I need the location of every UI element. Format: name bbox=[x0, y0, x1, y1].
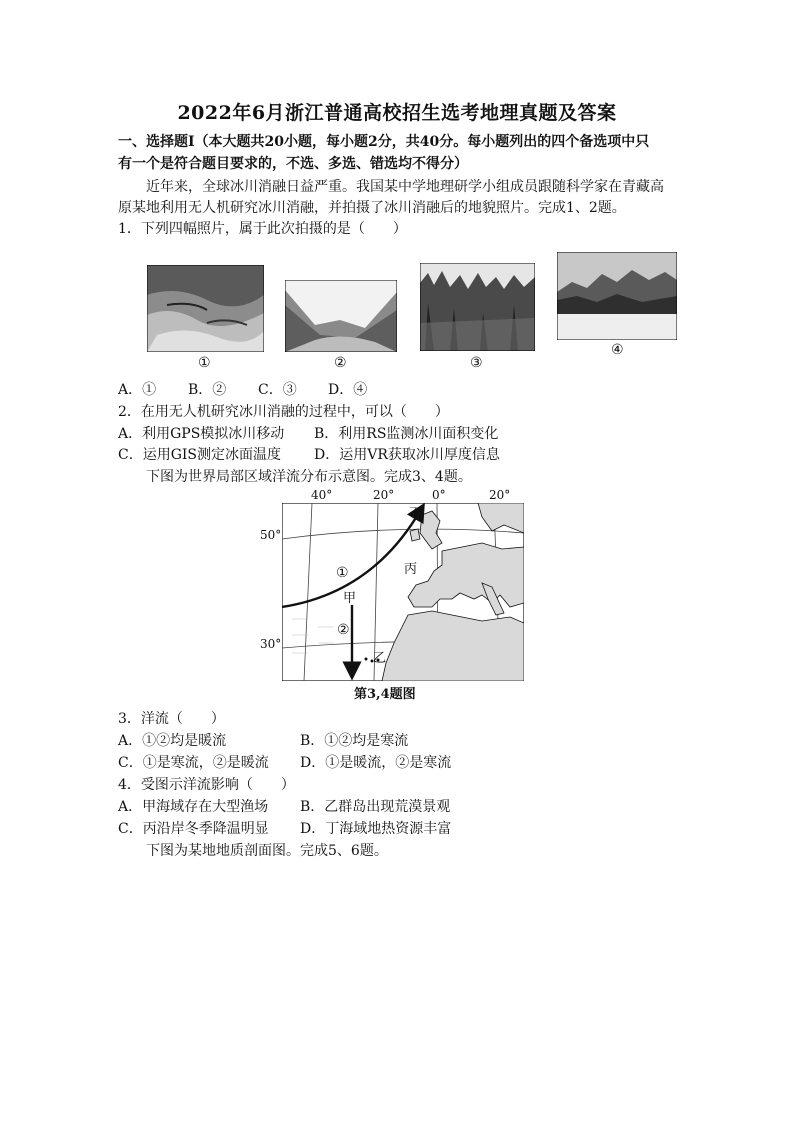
q4-option-a: A．甲海域存在大型渔场 bbox=[118, 799, 269, 815]
map-lon-label-0: 0° bbox=[432, 488, 446, 502]
q3-option-b: B．①②均是寒流 bbox=[300, 733, 409, 749]
page-title: 2022年6月浙江普通高校招生选考地理真题及答案 bbox=[177, 102, 617, 124]
q1-stem: 1．下列四幅照片，属于此次拍摄的是（ ） bbox=[118, 221, 407, 237]
map-lon-label-20w: 20° bbox=[373, 488, 395, 502]
photo-label-2: ② bbox=[334, 355, 347, 371]
photo-label-1: ① bbox=[198, 355, 211, 371]
map-label-jia: 甲 bbox=[343, 591, 357, 606]
q2-option-a: A．利用GPS模拟冰川移动 bbox=[118, 426, 285, 442]
q1-option-c: C．③ bbox=[258, 382, 297, 398]
map-label-ding: 丁 bbox=[409, 506, 423, 521]
ocean-current-map bbox=[282, 503, 524, 685]
q1-option-b: B．② bbox=[188, 382, 227, 398]
q2-option-d: D．运用VR获取冰川厚度信息 bbox=[314, 447, 500, 463]
q3-option-c: C．①是寒流，②是暖流 bbox=[118, 755, 269, 771]
q4-option-b: B．乙群岛出现荒漠景观 bbox=[300, 799, 451, 815]
q3-option-d: D．①是暖流，②是寒流 bbox=[300, 755, 452, 771]
photo-3-stone-forest bbox=[420, 263, 535, 351]
map-caption: 第3,4题图 bbox=[354, 687, 416, 702]
map-label-yi: 乙 bbox=[373, 651, 387, 666]
photo-2-valley bbox=[285, 280, 397, 352]
photo-4-yardang bbox=[557, 252, 677, 340]
q1-option-a: A．① bbox=[118, 382, 157, 398]
map-lon-label-20e: 20° bbox=[489, 488, 511, 502]
section-heading-line2: 有一个是符合题目要求的，不选、多选、错选均不得分） bbox=[118, 156, 468, 172]
intro3: 下图为某地地质剖面图。完成5、6题。 bbox=[146, 843, 388, 859]
map-label-current-1: ① bbox=[336, 565, 349, 581]
q2-option-c: C．运用GIS测定冰面温度 bbox=[118, 447, 282, 463]
intro1-line2: 原某地利用无人机研究冰川消融，并拍摄了冰川消融后的地貌照片。完成1、2题。 bbox=[118, 200, 626, 216]
photo-label-4: ④ bbox=[611, 342, 624, 358]
q2-option-b: B．利用RS监测冰川面积变化 bbox=[314, 426, 499, 442]
q4-stem: 4．受图示洋流影响（ ） bbox=[118, 777, 295, 793]
intro2: 下图为世界局部区域洋流分布示意图。完成3、4题。 bbox=[146, 469, 472, 485]
map-lat-label-30: 30° bbox=[260, 637, 282, 651]
q1-option-d: D．④ bbox=[328, 382, 368, 398]
map-label-bing: 丙 bbox=[404, 562, 418, 577]
map-lon-label-40w: 40° bbox=[311, 488, 333, 502]
q3-option-a: A．①②均是暖流 bbox=[118, 733, 227, 749]
photo-label-3: ③ bbox=[470, 355, 483, 371]
map-label-current-2: ② bbox=[337, 622, 350, 638]
q2-stem: 2．在用无人机研究冰川消融的过程中，可以（ ） bbox=[118, 404, 449, 420]
q3-stem: 3．洋流（ ） bbox=[118, 711, 225, 727]
q4-option-d: D．丁海域地热资源丰富 bbox=[300, 821, 452, 837]
intro1-line1: 近年来，全球冰川消融日益严重。我国某中学地理研学小组成员跟随科学家在青藏高 bbox=[146, 179, 664, 195]
map-lat-label-50: 50° bbox=[260, 528, 282, 542]
q4-option-c: C．丙沿岸冬季降温明显 bbox=[118, 821, 269, 837]
section-heading-line1: 一、选择题Ⅰ（本大题共20小题，每小题2分，共40分。每小题列出的四个备选项中只 bbox=[118, 134, 650, 150]
photo-1-dunes bbox=[147, 265, 264, 352]
